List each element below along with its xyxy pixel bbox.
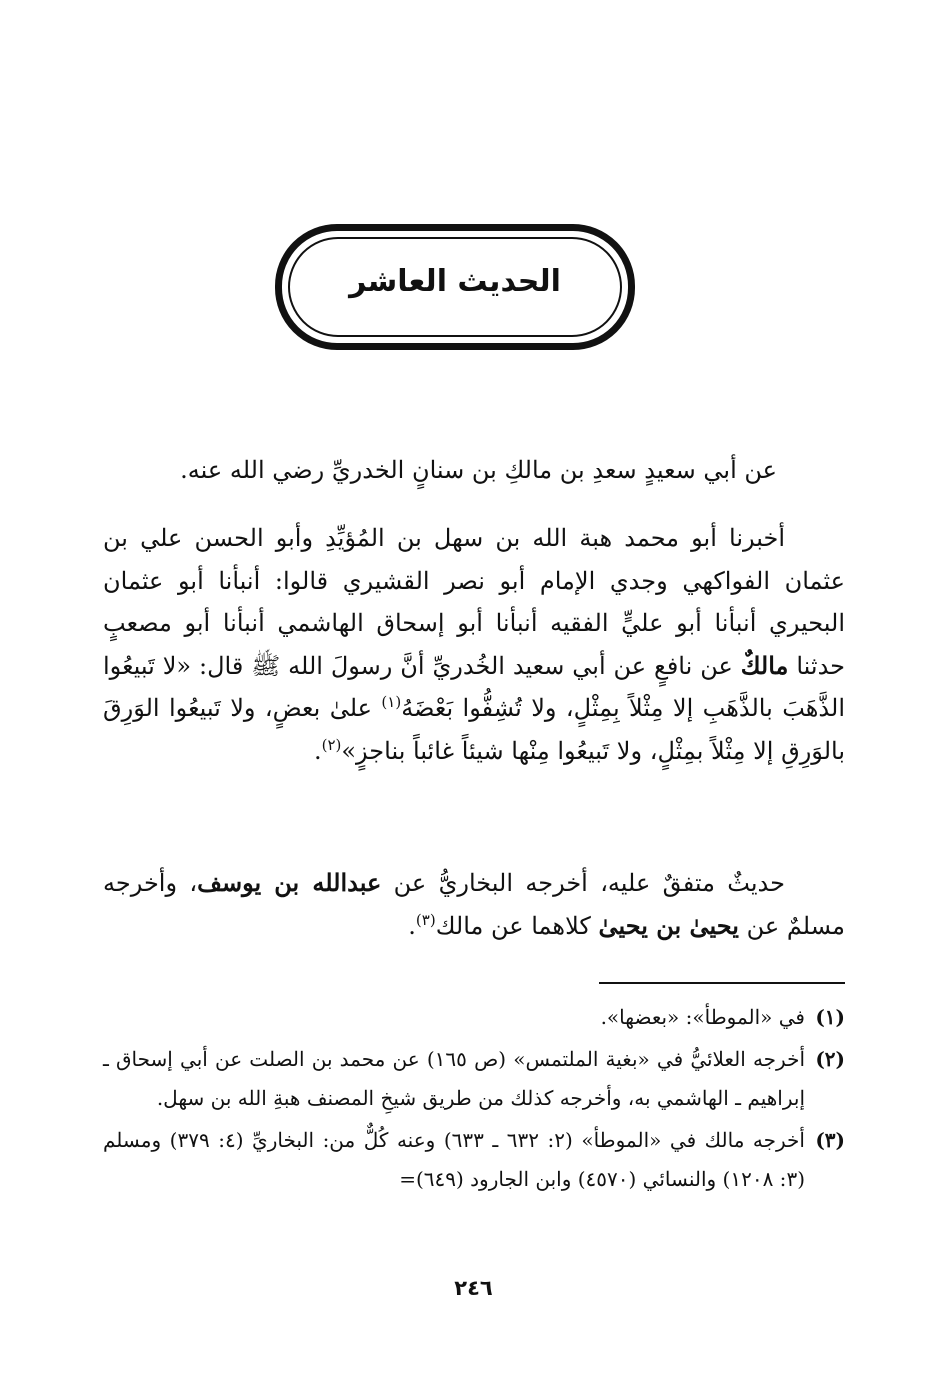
footnote-text: أخرجه مالك في «الموطأ» (٢: ٦٣٢ ـ ٦٣٣) وعنه كُلٌّ من: البخاريِّ (٤: ٣٧٩) ومسلم (٣: ١٢٠٨) والنسائي (٤٥٧٠) وابن الجارود (٦٤٩)=: [103, 1128, 805, 1191]
footnote-divider: [599, 982, 845, 984]
footnote-ref-2[interactable]: (٢): [321, 735, 342, 754]
narrator-yahya-ibn-yahya: يحيىٰ بن يحيىٰ: [598, 910, 739, 940]
chapter-title-frame: [275, 224, 635, 350]
hadith-isnad-paragraph: [103, 517, 845, 772]
footnote-number: (٢): [815, 1047, 845, 1071]
footnote-3: [103, 1121, 845, 1199]
takhrij-end: .: [408, 911, 416, 940]
isnad-text-1: أخبرنا أبو محمد هبة الله بن سهل بن المُؤيِّدِ وأبو الحسن علي بن عثمان الفواكهي وجدي الإمام أبو نصر القشيري قالوا: أنبأنا أبو عثمان البحيري أنبأنا أبو عليٍّ الفقيه أنبأنا أبو إسحاق الهاشمي أنبأنا أبو مصعبٍ حدثنا: [103, 524, 846, 680]
footnote-number: (١): [815, 1005, 845, 1029]
page-number: ٢٤٦: [454, 1276, 493, 1300]
footnote-number: (٣): [815, 1128, 845, 1152]
footnote-ref-3[interactable]: (٣): [415, 910, 436, 929]
isnad-text-3: علىٰ بعضٍ، ولا تَبيعُوا الوَرِقَ بالوَرِقِ إلا مِثْلاً بمِثْلٍ، ولا تَبيعُوا مِنْها شيئاً غائباً بناجزٍ»: [103, 694, 845, 765]
takhrij-text-2: ، وأخرجه مسلمٌ عن: [103, 869, 845, 940]
chapter-title: الحديث العاشر: [349, 263, 561, 299]
footnote-text: أخرجه العلائيُّ في «بغية الملتمس» (ص ١٦٥) عن محمد بن الصلت عن أبي إسحاق ـ إبراهيم ـ الهاشمي به، وأخرجه كذلك من طريق شيخِ المصنف هبةِ الله بن سهل.: [103, 1047, 805, 1110]
narrator-abdullah-ibn-yusuf: عبدالله بن يوسف: [197, 868, 382, 897]
takhrij-text-1: حديثٌ متفقٌ عليه، أخرجه البخاريُّ عن: [381, 869, 785, 897]
isnad-text-2: عن نافعٍ عن أبي سعيد الخُدريِّ أنَّ رسولَ الله ﷺ قال: «لا تَبيعُوا الذَّهَبَ بالذَّهَبِ إلا مِثْلاً بِمِثْلٍ، ولا تُشِفُّوا بَعْضَهُ: [103, 651, 845, 722]
footnote-2: [103, 1040, 845, 1118]
takhrij-paragraph: [103, 862, 845, 947]
footnote-ref-1[interactable]: (١): [381, 693, 402, 711]
footnote-text: في «الموطأ»: «بعضها».: [600, 1005, 805, 1029]
takhrij-text-3: كلاهما عن مالك: [435, 911, 599, 940]
narrator-malik: مالكٌ: [740, 650, 789, 680]
footnotes: [103, 998, 845, 1202]
isnad-end: .: [313, 736, 322, 765]
footnote-1: [103, 998, 845, 1037]
narrator-line: عن أبي سعيدٍ سعدِ بن مالكِ بن سنانٍ الخدريِّ رضي الله عنه.: [180, 456, 777, 484]
